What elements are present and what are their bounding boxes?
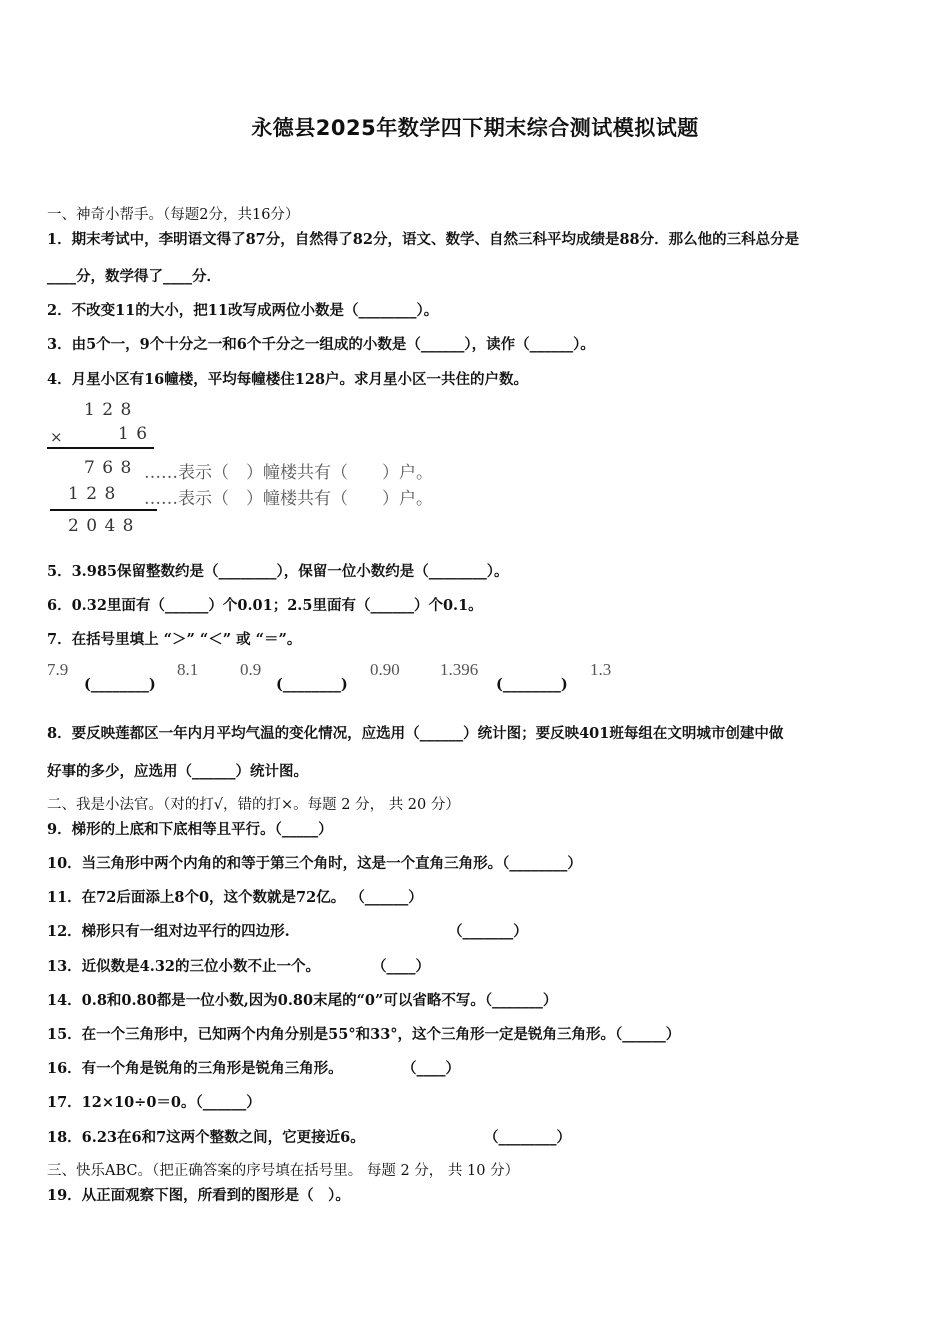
- calc-row-product: 2 0 4 8: [68, 516, 135, 536]
- compare-3-blank[interactable]: (________): [496, 676, 568, 693]
- question-7: 7．在括号里填上 “＞” “＜” 或 “＝”。: [47, 631, 302, 648]
- question-6: 6．0.32里面有（______）个0.01；2.5里面有（______）个0.1。: [47, 597, 483, 614]
- page-title: 永德县2025年数学四下期末综合测试模拟试题: [251, 116, 699, 140]
- section-3-heading: 三、快乐ABC。（把正确答案的序号填在括号里。 每题 2 分， 共 10 分）: [47, 1163, 520, 1179]
- calc-row-multiplier: 1 6: [118, 424, 149, 444]
- question-5: 5．3.985保留整数约是（________），保留一位小数约是（________）。: [47, 563, 509, 580]
- calc-row-multiplicand: 1 2 8: [84, 400, 133, 420]
- question-18-blank[interactable]: （________）: [484, 1129, 571, 1146]
- compare-1-blank[interactable]: (________): [84, 676, 156, 693]
- compare-3-left: 1.396: [440, 660, 479, 679]
- question-11: 11．在72后面添上8个0，这个数就是72亿。 （______）: [47, 889, 423, 906]
- compare-3-right: 1.3: [590, 660, 612, 679]
- compare-1-left: 7.9: [47, 660, 69, 679]
- question-12-blank[interactable]: （_______）: [448, 923, 528, 940]
- question-1-line-2: ____分，数学得了____分．: [47, 268, 221, 285]
- calc-row-partial-2: 1 2 8: [68, 484, 117, 504]
- question-16-blank[interactable]: （____）: [402, 1060, 460, 1077]
- calc-hint-1: ……表示（ ）幢楼共有（ ）户。: [144, 463, 433, 483]
- question-2: 2．不改变11的大小，把11改写成两位小数是（________）。: [47, 302, 439, 319]
- question-13: 13．近似数是4.32的三位小数不止一个。: [47, 958, 320, 975]
- calc-hint-2: ……表示（ ）幢楼共有（ ）户。: [144, 489, 433, 509]
- compare-2-right: 0.90: [370, 660, 400, 679]
- question-9: 9．梯形的上底和下底相等且平行。（_____）: [47, 821, 333, 838]
- compare-1-right: 8.1: [177, 660, 199, 679]
- question-8-line-1: 8．要反映莲都区一年内月平均气温的变化情况，应选用（______）统计图；要反映401班每组在文明城市创建中做: [47, 725, 784, 742]
- question-10: 10．当三角形中两个内角的和等于第三个角时，这是一个直角三角形。（________）: [47, 855, 582, 872]
- section-2-heading: 二、我是小法官。（对的打√，错的打×。每题 2 分， 共 20 分）: [47, 797, 460, 813]
- question-13-blank[interactable]: （____）: [372, 958, 430, 975]
- question-18: 18．6.23在6和7这两个整数之间，它更接近6。: [47, 1129, 365, 1146]
- section-1-heading: 一、神奇小帮手。（每题2分，共16分）: [47, 207, 300, 223]
- question-17: 17．12×10÷0＝0。（______）: [47, 1094, 261, 1111]
- question-16: 16．有一个角是锐角的三角形是锐角三角形。: [47, 1060, 343, 1077]
- question-19: 19．从正面观察下图，所看到的图形是（ ）。: [47, 1187, 350, 1204]
- question-8-line-2: 好事的多少，应选用（______）统计图。: [47, 763, 308, 780]
- question-3: 3．由5个一，9个十分之一和6个千分之一组成的小数是（______），读作（______）。: [47, 336, 595, 353]
- compare-2-left: 0.9: [240, 660, 262, 679]
- compare-2-blank[interactable]: (________): [276, 676, 348, 693]
- question-15: 15．在一个三角形中，已知两个内角分别是55°和33°，这个三角形一定是锐角三角形。（______）: [47, 1026, 681, 1043]
- question-14: 14．0.8和0.80都是一位小数,因为0.80末尾的“0”可以省略不写。（_______）: [47, 992, 558, 1009]
- calc-rule-1: [47, 447, 154, 449]
- times-sign: ×: [50, 428, 63, 446]
- question-4: 4．月星小区有16幢楼，平均每幢楼住128户。求月星小区一共住的户数。: [47, 371, 529, 388]
- calc-rule-2: [50, 509, 157, 511]
- question-12: 12．梯形只有一组对边平行的四边形.: [47, 923, 290, 940]
- calc-row-partial-1: 7 6 8: [84, 458, 133, 478]
- question-1-line-1: 1．期末考试中，李明语文得了87分，自然得了82分，语文、数学、自然三科平均成绩是88分．那么他的三科总分是: [47, 231, 800, 248]
